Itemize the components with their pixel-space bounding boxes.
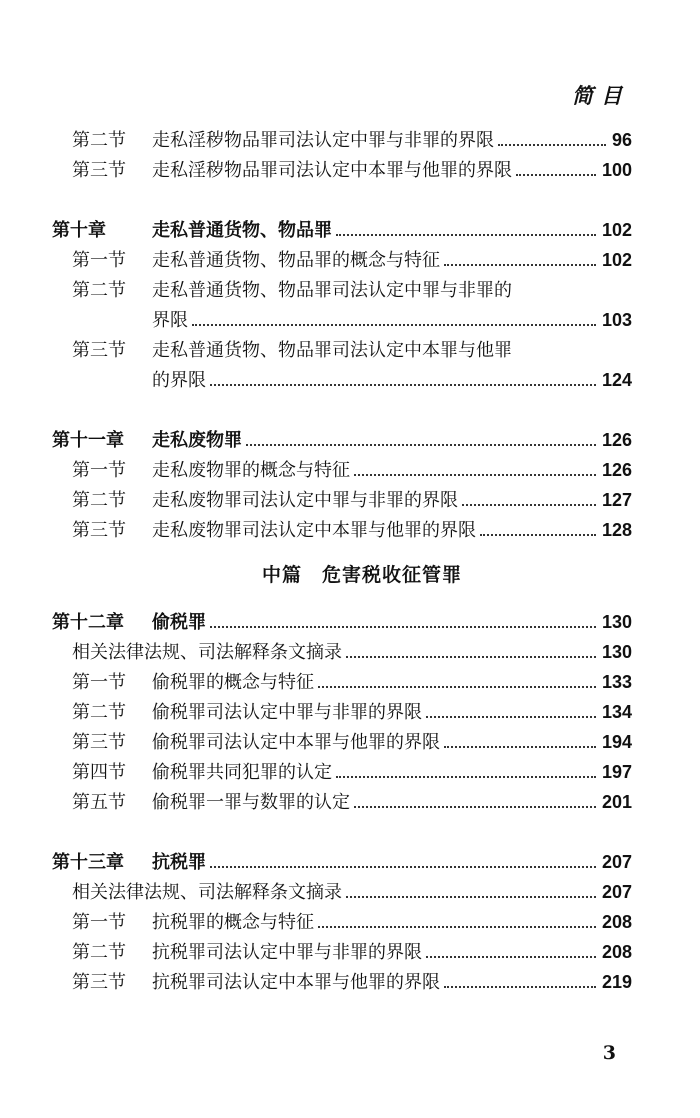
toc-entry-label: 第五节 [72,792,126,813]
toc-entry-line [152,486,632,512]
dot-leader [516,174,596,176]
toc-chapter-entry[interactable] [52,846,632,876]
toc-page-number: 102 [601,220,632,240]
toc-entry[interactable] [52,876,632,906]
toc-entry-title: 抗税罪司法认定中罪与非罪的界限 [152,942,422,963]
toc-page-number: 219 [601,972,632,992]
toc-chapter-entry[interactable] [52,606,632,636]
toc-entry-line [152,908,632,934]
toc-entry-title: 走私废物罪司法认定中罪与非罪的界限 [152,490,458,511]
toc-page-number: 208 [601,912,632,932]
toc-chapter-entry[interactable] [52,424,632,454]
dot-leader [210,866,596,868]
toc-entry-label: 第二节 [72,490,126,511]
dot-leader [444,746,596,748]
toc-entry-title: 走私淫秽物品罪司法认定中罪与非罪的界限 [152,130,494,151]
toc-entry-label: 第三节 [72,160,126,181]
toc-entry-title: 偷税罪的概念与特征 [152,672,314,693]
dot-leader [426,716,596,718]
toc-entry-line [152,426,632,452]
toc-entry-title: 走私废物罪司法认定中本罪与他罪的界限 [152,520,476,541]
toc-entry-label: 第三节 [72,340,126,361]
toc-entry[interactable] [52,244,632,274]
toc-entry-title: 抗税罪司法认定中本罪与他罪的界限 [152,972,440,993]
toc-entry-label: 第十二章 [52,612,124,633]
toc-entry-label: 第三节 [72,520,126,541]
toc-entry-label: 第二节 [72,280,126,301]
toc-page-number: 201 [601,792,632,812]
toc-entry-line [152,728,632,754]
toc-page-number: 102 [601,250,632,270]
toc-page-number: 128 [601,520,632,540]
dot-leader [318,686,596,688]
toc-entry[interactable] [52,966,632,996]
toc-page-number: 96 [611,130,632,150]
toc-entry-continuation[interactable] [52,304,632,334]
toc-chapter-entry[interactable] [52,214,632,244]
toc-entry-line [152,216,632,242]
spacer [52,816,632,846]
toc-entry-line [152,608,632,634]
toc-entry[interactable] [52,124,632,154]
dot-leader [346,896,596,898]
toc-entry-label: 第三节 [72,972,126,993]
toc-entry[interactable] [52,936,632,966]
toc-entry-line [152,938,632,964]
toc-entry-label: 第十三章 [52,852,124,873]
toc-entry-title: 相关法律法规、司法解释条文摘录 [72,882,342,903]
toc-entry-label: 第一节 [72,912,126,933]
dot-leader [426,956,596,958]
dot-leader [210,384,596,386]
toc-page-number: 126 [601,430,632,450]
running-header: 简目 [572,84,630,108]
toc-entry-line [152,516,632,542]
toc-page-number: 103 [601,310,632,330]
toc-entry-title: 偷税罪一罪与数罪的认定 [152,792,350,813]
toc-page-number: 130 [601,612,632,632]
toc-page-number: 207 [601,882,632,902]
toc-entry-line [152,126,632,152]
dot-leader [336,776,596,778]
toc-entry-title: 的界限 [152,370,206,391]
toc-entry-label: 第二节 [72,702,126,723]
toc-entry-line [152,668,632,694]
toc-entry-line [152,306,632,332]
toc-page-number: 208 [601,942,632,962]
toc-entry-title: 走私普通货物、物品罪司法认定中罪与非罪的 [152,280,512,301]
toc-entry-title: 偷税罪司法认定中本罪与他罪的界限 [152,732,440,753]
toc-entry-title: 走私普通货物、物品罪的概念与特征 [152,250,440,271]
dot-leader [444,986,596,988]
toc-entry-label: 第十章 [52,220,106,241]
dot-leader [318,926,596,928]
toc-entry[interactable] [52,636,632,666]
toc-entry-label: 第四节 [72,762,126,783]
toc-entry-title: 走私废物罪的概念与特征 [152,460,350,481]
toc-entry-label: 第一节 [72,250,126,271]
toc-page-number: 127 [601,490,632,510]
dot-leader [444,264,596,266]
toc-entry[interactable] [52,756,632,786]
toc-entry-label: 第二节 [72,942,126,963]
toc-entry[interactable] [52,514,632,544]
toc-entry-label: 第一节 [72,672,126,693]
spacer [52,394,632,424]
toc-page-number: 194 [601,732,632,752]
dot-leader [210,626,596,628]
toc-entry-line [152,968,632,994]
table-of-contents [52,124,632,996]
toc-entry-continuation[interactable] [52,364,632,394]
toc-page-number: 130 [601,642,632,662]
toc-page-number: 126 [601,460,632,480]
part-title: 中篇 危害税收征管罪 [261,564,462,586]
toc-entry-line [152,156,632,182]
toc-entry[interactable] [52,666,632,696]
toc-entry-line [152,456,632,482]
toc-entry-label: 第十一章 [52,430,124,451]
dot-leader [498,144,606,146]
toc-entry-title: 抗税罪 [152,852,206,873]
page-number: 3 [602,1042,616,1064]
toc-entry-title: 相关法律法规、司法解释条文摘录 [72,642,342,663]
toc-entry[interactable] [52,334,632,364]
toc-entry[interactable] [52,274,632,304]
toc-entry-line [72,638,632,664]
dot-leader [192,324,596,326]
dot-leader [354,806,596,808]
toc-entry[interactable] [52,786,632,816]
toc-entry[interactable] [52,154,632,184]
toc-page-number: 100 [601,160,632,180]
toc-page-number: 197 [601,762,632,782]
toc-entry-line [152,788,632,814]
toc-entry-line [152,366,632,392]
toc-entry-title: 偷税罪司法认定中罪与非罪的界限 [152,702,422,723]
toc-page-number: 124 [601,370,632,390]
toc-page-number: 133 [601,672,632,692]
toc-page-number: 134 [601,702,632,722]
dot-leader [354,474,596,476]
spacer [52,184,632,214]
toc-entry-label: 第二节 [72,130,126,151]
dot-leader [246,444,596,446]
toc-entry-line [152,848,632,874]
toc-entry-title: 界限 [152,310,188,331]
toc-entry-title: 走私淫秽物品罪司法认定中本罪与他罪的界限 [152,160,512,181]
toc-entry-line [72,878,632,904]
dot-leader [336,234,596,236]
toc-entry[interactable] [52,484,632,514]
toc-entry-line [152,758,632,784]
toc-entry-label: 第一节 [72,460,126,481]
toc-entry[interactable] [52,906,632,936]
toc-entry-title: 抗税罪的概念与特征 [152,912,314,933]
dot-leader [480,534,596,536]
toc-entry-title: 偷税罪共同犯罪的认定 [152,762,332,783]
toc-entry[interactable] [52,696,632,726]
toc-entry-title: 偷税罪 [152,612,206,633]
toc-entry[interactable] [52,454,632,484]
toc-entry[interactable] [52,726,632,756]
dot-leader [346,656,596,658]
toc-entry-line [152,246,632,272]
toc-page-number: 207 [601,852,632,872]
dot-leader [462,504,596,506]
toc-entry-title: 走私普通货物、物品罪 [152,220,332,241]
toc-entry-label: 第三节 [72,732,126,753]
toc-entry-title: 走私普通货物、物品罪司法认定中本罪与他罪 [152,340,512,361]
toc-entry-title: 走私废物罪 [152,430,242,451]
toc-entry-line [152,698,632,724]
